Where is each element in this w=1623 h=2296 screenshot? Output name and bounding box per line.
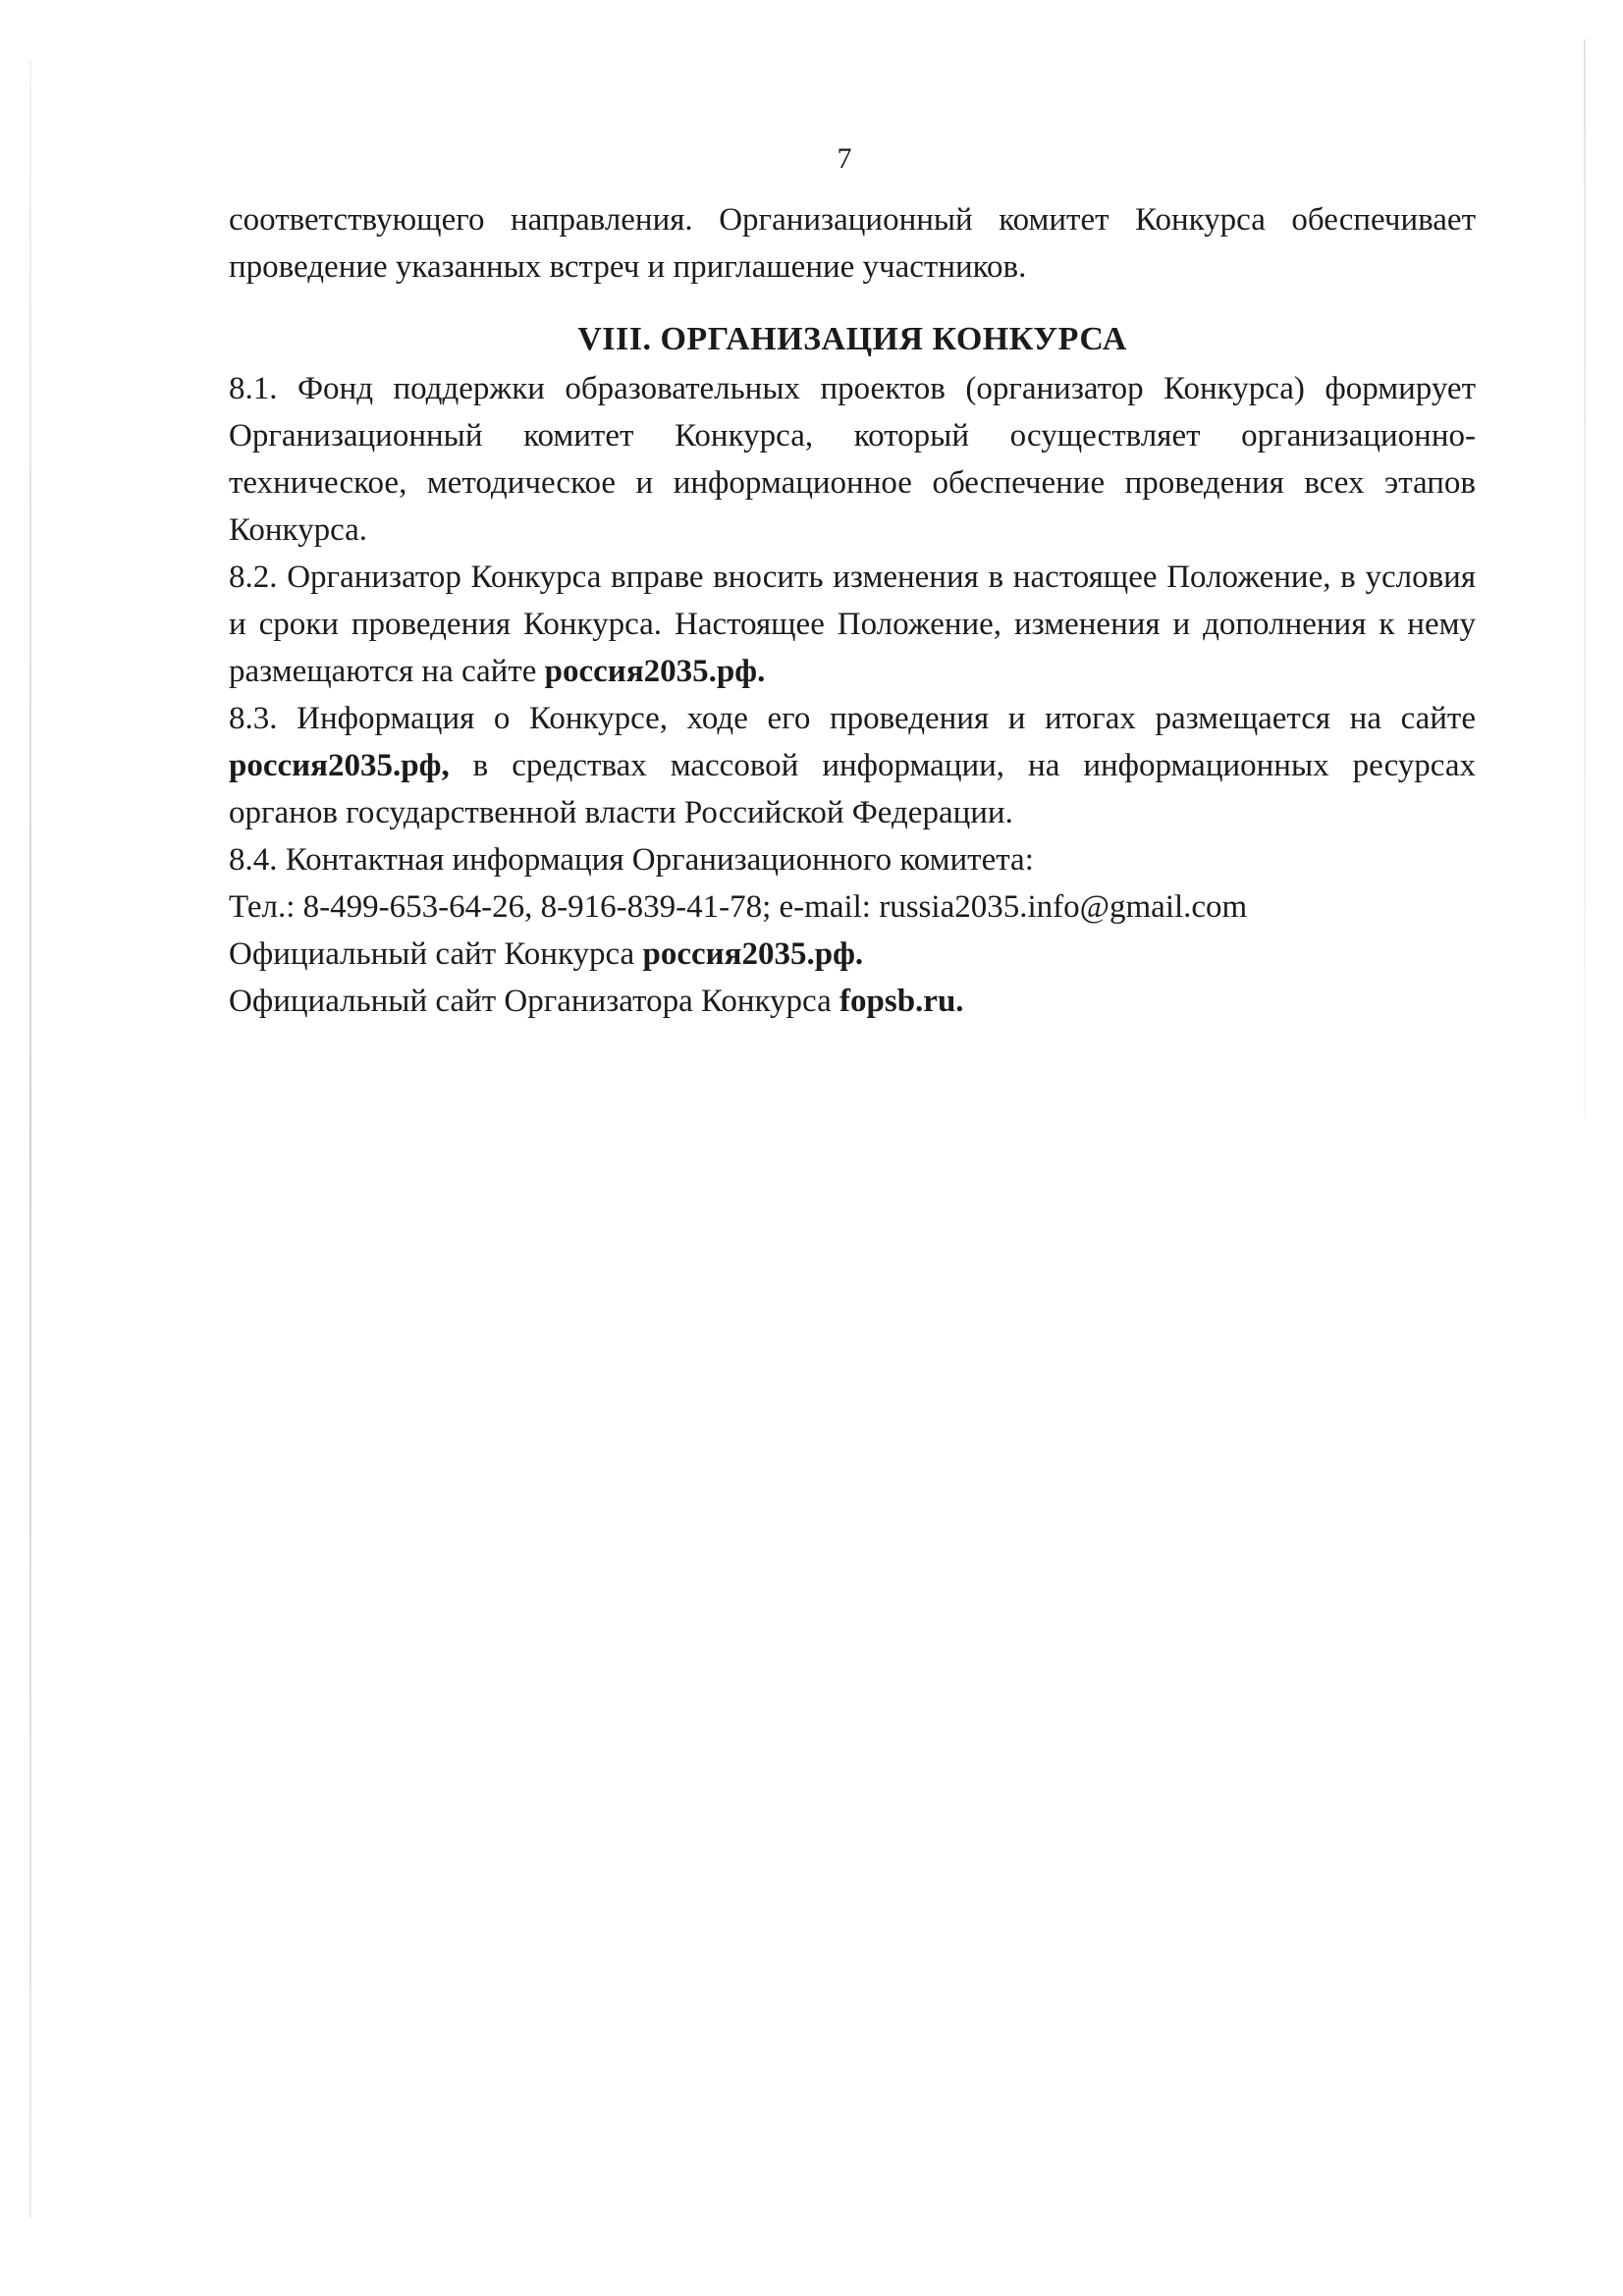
official-site-value: россия2035.рф.: [642, 936, 864, 972]
document-body: [229, 196, 1476, 1025]
page-number: 7: [837, 142, 852, 175]
section-heading: VIII. ОРГАНИЗАЦИЯ КОНКУРСА: [577, 321, 1127, 357]
organizer-site-line: [229, 978, 1476, 1025]
site-link-russia2035: россия2035.рф,: [229, 748, 450, 783]
paragraph-8-3-start: 8.3. Информация о Конкурсе, ходе его проведения и итогах размещается на сайте: [229, 701, 1476, 736]
scan-edge-left: [29, 59, 31, 2218]
paragraph-8-4: 8.4. Контактная информация Организационного комитета:: [229, 842, 1034, 878]
intro-paragraph: соответствующего направления. Организационный комитет Конкурса обеспечивает проведение указанных встреч и приглашение участников.: [229, 202, 1476, 285]
site-link-russia2035: россия2035.рф.: [544, 654, 766, 689]
paragraph-8-2: [229, 554, 1476, 695]
paragraph-8-1: 8.1. Фонд поддержки образовательных проектов (организатор Конкурса) формирует Организационный комитет Конкурса, который осуществляет организационно-техническое, методическое и информационное обеспечение проведения всех этапов Конкурса.: [229, 371, 1476, 548]
organizer-site-value: fopsb.ru.: [839, 984, 964, 1019]
scan-edge-right: [1584, 39, 1586, 1119]
official-site-label: Официальный сайт Конкурса: [229, 936, 643, 972]
official-site-line: [229, 931, 1476, 978]
paragraph-8-3: [229, 695, 1476, 836]
organizer-site-label: Официальный сайт Организатора Конкурса: [229, 984, 840, 1019]
contact-phone-email: Тел.: 8-499-653-64-26, 8-916-839-41-78; e-mail: russia2035.info@gmail.com: [229, 889, 1248, 925]
paragraph-8-3-end: в средствах массовой информации, на информационных ресурсах органов государственной власти Российской Федерации.: [229, 748, 1476, 830]
paragraph-8-2-text: 8.2. Организатор Конкурса вправе вносить изменения в настоящее Положение, в условия и сроки проведения Конкурса. Настоящее Положение, изменения и дополнения к нему размещаются на сайте: [229, 560, 1476, 689]
